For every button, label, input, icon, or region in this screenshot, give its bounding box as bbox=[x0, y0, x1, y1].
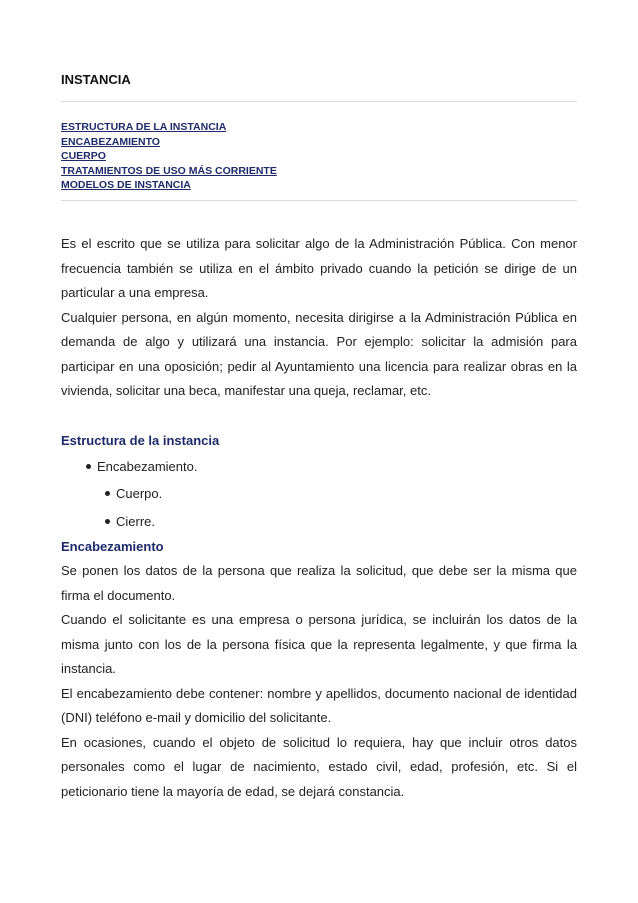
toc-link-estructura[interactable]: ESTRUCTURA DE LA INSTANCIA bbox=[61, 121, 227, 133]
document-title: INSTANCIA bbox=[61, 72, 131, 87]
top-divider bbox=[61, 101, 577, 102]
toc-link-modelos[interactable]: MODELOS DE INSTANCIA bbox=[61, 179, 191, 191]
encabezamiento-paragraph-3: El encabezamiento debe contener: nombre y apellidos, documento nacional de identidad (DNI) teléfono e-mail y domicilio del solicitante. bbox=[61, 685, 577, 725]
document-body bbox=[61, 232, 577, 804]
toc-link-tratamientos[interactable]: TRATAMIENTOS DE USO MÁS CORRIENTE bbox=[61, 164, 277, 177]
encabezamiento-heading: Encabezamiento bbox=[61, 539, 164, 554]
list-item: Encabezamiento. bbox=[61, 453, 577, 481]
estructura-list bbox=[61, 453, 577, 536]
intro-paragraph-2: Cualquier persona, en algún momento, necesita dirigirse a la Administración Pública en demanda de algo y utilizará una instancia. Por ejemplo: solicitar la admisión para participar en una oposición; pedir al Ayuntamiento una licencia para realizar obras en la vivienda, solicitar una beca, manifestar una queja, reclamar, etc. bbox=[61, 309, 577, 398]
encabezamiento-paragraph-1: Se ponen los datos de la persona que realiza la solicitud, que debe ser la misma que firma el documento. bbox=[61, 563, 577, 603]
encabezamiento-paragraph-4: En ocasiones, cuando el objeto de solicitud lo requiera, hay que incluir otros datos personales como el lugar de nacimiento, estado civil, edad, profesión, etc. Si el peticionario tiene la mayoría de edad, se dejará constancia. bbox=[61, 734, 577, 799]
toc-item bbox=[61, 148, 277, 163]
toc-link-encabezamiento[interactable]: ENCABEZAMIENTO bbox=[61, 135, 160, 148]
bottom-divider bbox=[61, 200, 577, 201]
list-item: Cierre. bbox=[61, 508, 577, 536]
toc-item bbox=[61, 163, 277, 178]
toc-item bbox=[61, 177, 277, 192]
toc-link-cuerpo[interactable]: CUERPO bbox=[61, 150, 106, 162]
list-item: Cuerpo. bbox=[61, 480, 577, 508]
table-of-contents bbox=[61, 119, 277, 192]
toc-item bbox=[61, 134, 277, 149]
encabezamiento-paragraph-2: Cuando el solicitante es una empresa o persona jurídica, se incluirán los datos de la misma junto con los de la persona física que la representa legalmente, y que firma la instancia. bbox=[61, 612, 577, 676]
intro-paragraph-1: Es el escrito que se utiliza para solicitar algo de la Administración Pública. Con menor frecuencia también se utiliza en el ámbito privado cuando la petición se dirige de un particular a una empresa. bbox=[61, 236, 577, 300]
estructura-heading: Estructura de la instancia bbox=[61, 432, 220, 448]
toc-item bbox=[61, 119, 277, 134]
